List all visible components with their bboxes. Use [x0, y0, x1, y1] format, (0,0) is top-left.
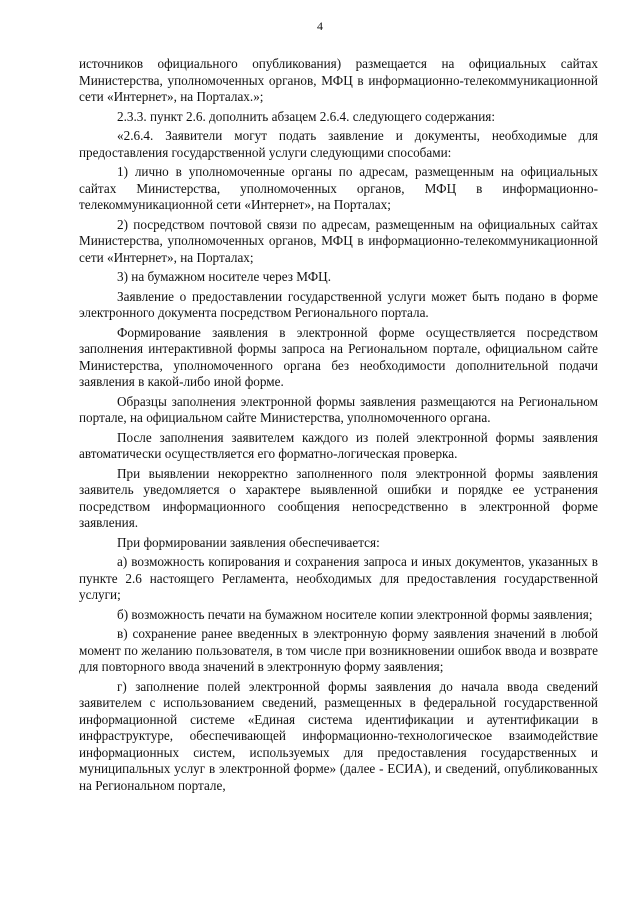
list-item: в) сохранение ранее введенных в электронную форму заявления значений в любой момент по желанию пользователя, в том числе при возникновении ошибок ввода и возврате для повторного ввода значений в электронную форму заявления;: [79, 626, 598, 674]
paragraph: Образцы заполнения электронной формы заявления размещаются на Региональном портале, на официальном сайте Министерства, уполномоченного органа.: [79, 393, 598, 425]
paragraph: Формирование заявления в электронной форме осуществляется посредством заполнения интерактивной формы запроса на Региональном портале, официальном сайте Министерства, уполномоченного органа без необходимости дополнительной подачи заявления в какой-либо иной форме.: [79, 324, 598, 389]
list-item: а) возможность копирования и сохранения запроса и иных документов, указанных в пункте 2.6 настоящего Регламента, необходимых для предоставления государственной услуги;: [79, 554, 598, 602]
paragraph: При выявлении некорректно заполненного поля электронной формы заявления заявитель уведомляется о характере выявленной ошибки и порядке ее устранения посредством информационного сообщения непосредственно в электронной форме заявления.: [79, 465, 598, 530]
paragraph: После заполнения заявителем каждого из полей электронной формы заявления автоматически осуществляется его форматно-логическая проверка.: [79, 429, 598, 461]
paragraph: 2.3.3. пункт 2.6. дополнить абзацем 2.6.4. следующего содержания:: [117, 108, 496, 124]
paragraph: «2.6.4. Заявители могут подать заявление и документы, необходимые для предоставления государственной услуги следующими способами:: [79, 128, 598, 160]
paragraph: Заявление о предоставлении государственной услуги может быть подано в форме электронного документа посредством Регионального портала.: [79, 288, 598, 320]
list-item: б) возможность печати на бумажном носителе копии электронной формы заявления;: [117, 606, 593, 622]
list-item: г) заполнение полей электронной формы заявления до начала ввода сведений заявителем с использованием сведений, размещенных в федеральной государственной информационной системе «Единая система идентификации и аутентификации в инфраструктуре, обеспечивающей информационно-технологическое взаимодействие информационных систем, используемых для предоставления государственных и муниципальных услуг в электронной форме» (далее - ЕСИА), и сведений, опубликованных на Региональном портале,: [79, 678, 598, 793]
document-body: [79, 56, 598, 797]
paragraph: источников официального опубликования) размещается на официальных сайтах Министерства, уполномоченных органов, МФЦ в информационно-телекоммуникационной сети «Интернет», на Порталах.»;: [79, 56, 598, 104]
list-item: 2) посредством почтовой связи по адресам, размещенным на официальных сайтах Министерства, уполномоченных органов, МФЦ в информационно-телекоммуникационной сети «Интернет», на Порталах;: [79, 216, 598, 265]
paragraph: При формировании заявления обеспечивается:: [117, 534, 380, 550]
list-item: 1) лично в уполномоченные органы по адресам, размещенным на официальных сайтах Министерства, уполномоченных органов, МФЦ в информационно-телекоммуникационной сети «Интернет», на Порталах;: [79, 164, 598, 212]
page-number: 4: [317, 19, 323, 33]
list-item: 3) на бумажном носителе через МФЦ.: [117, 269, 332, 284]
